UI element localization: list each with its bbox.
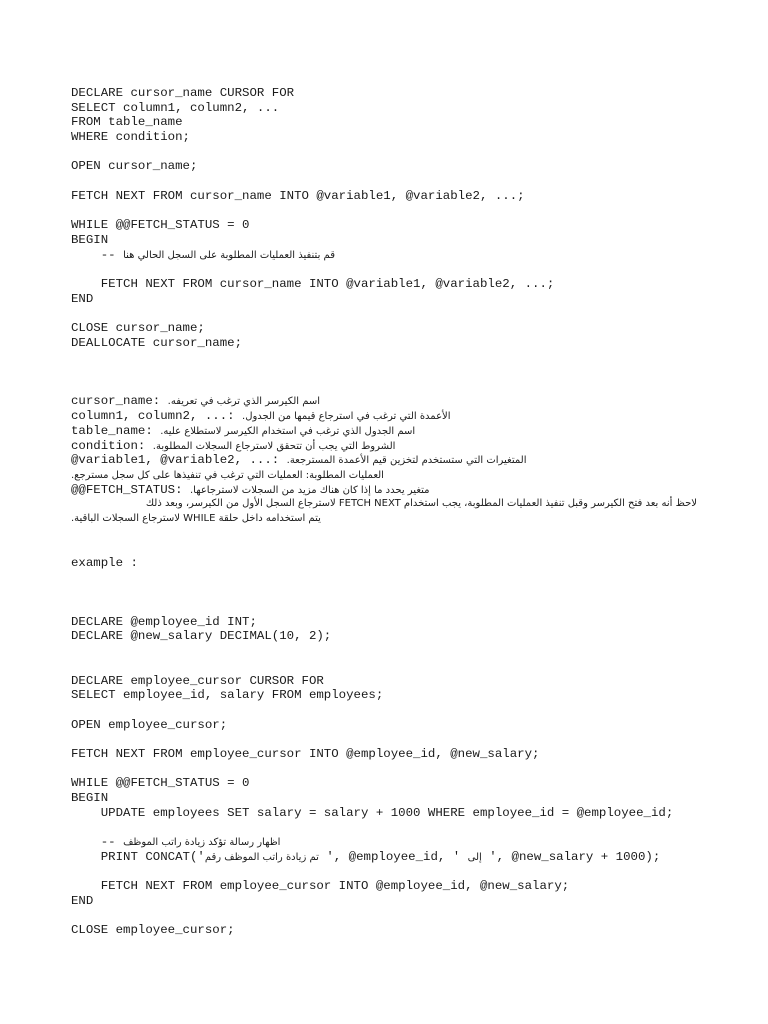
comment-prefix: -- bbox=[71, 835, 124, 850]
comment-prefix: -- bbox=[71, 247, 124, 262]
code-line: SELECT column1, column2, ... bbox=[71, 100, 280, 115]
explanation-desc: متغير يحدد ما إذا كان هناك مزيد من السجلات لاسترجاعها. bbox=[189, 484, 430, 496]
arabic-message: تم زيادة راتب الموظف رقم bbox=[204, 851, 319, 863]
explanation-desc: اسم الجدول الذي ترغب في استخدام الكيرسر لاستطلاع عليه. bbox=[160, 425, 416, 437]
code-line: UPDATE employees SET salary = salary + 1000 WHERE employee_id = @employee_id; bbox=[71, 805, 674, 820]
explanation-line bbox=[71, 394, 711, 409]
code-line: DECLARE employee_cursor CURSOR FOR bbox=[71, 673, 324, 688]
arabic-comment: قم بتنفيذ العمليات المطلوبة على السجل الحالي هنا bbox=[123, 249, 335, 261]
explanation-desc: اسم الكيرسر الذي ترغب في تعريفه. bbox=[167, 396, 321, 408]
explanation-desc: المتغيرات التي ستستخدم لتخزين قيم الأعمدة المسترجعة. bbox=[286, 455, 527, 467]
arabic-to: إلى bbox=[467, 851, 482, 863]
code-line: SELECT employee_id, salary FROM employees; bbox=[71, 688, 384, 703]
code-line: CLOSE employee_cursor; bbox=[71, 923, 235, 938]
document-page bbox=[71, 86, 711, 938]
explanation-line bbox=[71, 439, 711, 454]
code-line bbox=[71, 850, 711, 865]
code-line: OPEN cursor_name; bbox=[71, 159, 198, 174]
code-line: BEGIN bbox=[71, 232, 109, 247]
explanation-line bbox=[71, 453, 711, 468]
code-line: END bbox=[71, 893, 94, 908]
explanation-line bbox=[71, 424, 711, 439]
code-line: WHILE @@FETCH_STATUS = 0 bbox=[71, 218, 250, 233]
code-line: FETCH NEXT FROM cursor_name INTO @variable1, @variable2, ...; bbox=[71, 276, 555, 291]
code-line: DECLARE cursor_name CURSOR FOR bbox=[71, 86, 295, 100]
code-line: DECLARE @new_salary DECIMAL(10, 2); bbox=[71, 629, 332, 644]
code-comment-line bbox=[71, 835, 711, 850]
explanation-term: @variable1, @variable2, ...: bbox=[71, 453, 287, 468]
code-line: CLOSE cursor_name; bbox=[71, 321, 205, 335]
code-comment-line bbox=[71, 248, 711, 263]
code-line: DEALLOCATE cursor_name; bbox=[71, 335, 243, 350]
code-line: BEGIN bbox=[71, 791, 109, 805]
code-line: FETCH NEXT FROM employee_cursor INTO @employee_id, @new_salary; bbox=[71, 746, 540, 761]
explanation-line bbox=[71, 468, 711, 483]
print-start: PRINT CONCAT(' bbox=[71, 849, 205, 864]
code-line: FETCH NEXT FROM employee_cursor INTO @employee_id, @new_salary; bbox=[71, 879, 570, 894]
explanation-desc: الأعمدة التي ترغب في استرجاع قيمها من الجدول. bbox=[242, 411, 451, 423]
code-line: DECLARE @employee_id INT; bbox=[71, 614, 257, 629]
explanation-line bbox=[71, 483, 711, 498]
code-line: END bbox=[71, 291, 94, 306]
code-line: WHILE @@FETCH_STATUS = 0 bbox=[71, 776, 250, 791]
code-line: FETCH NEXT FROM cursor_name INTO @variable1, @variable2, ...; bbox=[71, 188, 525, 203]
explanation-term: table_name: bbox=[71, 423, 161, 438]
note-line-1: لاحظ أنه بعد فتح الكيرسر وقبل تنفيذ العمليات المطلوبة، يجب استخدام FETCH NEXT لاسترجاع السجل الأول من الكيرسر، وبعد ذلك bbox=[145, 498, 697, 510]
print-mid: ', @employee_id, ' bbox=[318, 849, 468, 864]
code-line: OPEN employee_cursor; bbox=[71, 717, 228, 732]
explanation-line bbox=[71, 409, 711, 424]
arabic-comment: اظهار رسالة تؤكد زيادة راتب الموظف bbox=[123, 837, 281, 849]
explanation-term: condition: bbox=[71, 438, 153, 453]
code-line: WHERE condition; bbox=[71, 130, 190, 145]
explanation-desc: العمليات المطلوبة: العمليات التي ترغب في تنفيذها على كل سجل مسترجع. bbox=[71, 469, 384, 481]
explanation-term: cursor_name: bbox=[71, 394, 168, 409]
explanation-term: @@FETCH_STATUS: bbox=[71, 482, 190, 497]
explanation-term: column1, column2, ...: bbox=[71, 409, 243, 424]
print-end: ', @new_salary + 1000); bbox=[481, 849, 661, 864]
explanation-desc: الشروط التي يجب أن تتحقق لاسترجاع السجلات المطلوبة. bbox=[152, 440, 396, 452]
note-line-2: يتم استخدامه داخل حلقة WHILE لاسترجاع السجلات الباقية. bbox=[71, 512, 321, 524]
example-label: example : bbox=[71, 556, 138, 570]
code-line: FROM table_name bbox=[71, 115, 183, 130]
